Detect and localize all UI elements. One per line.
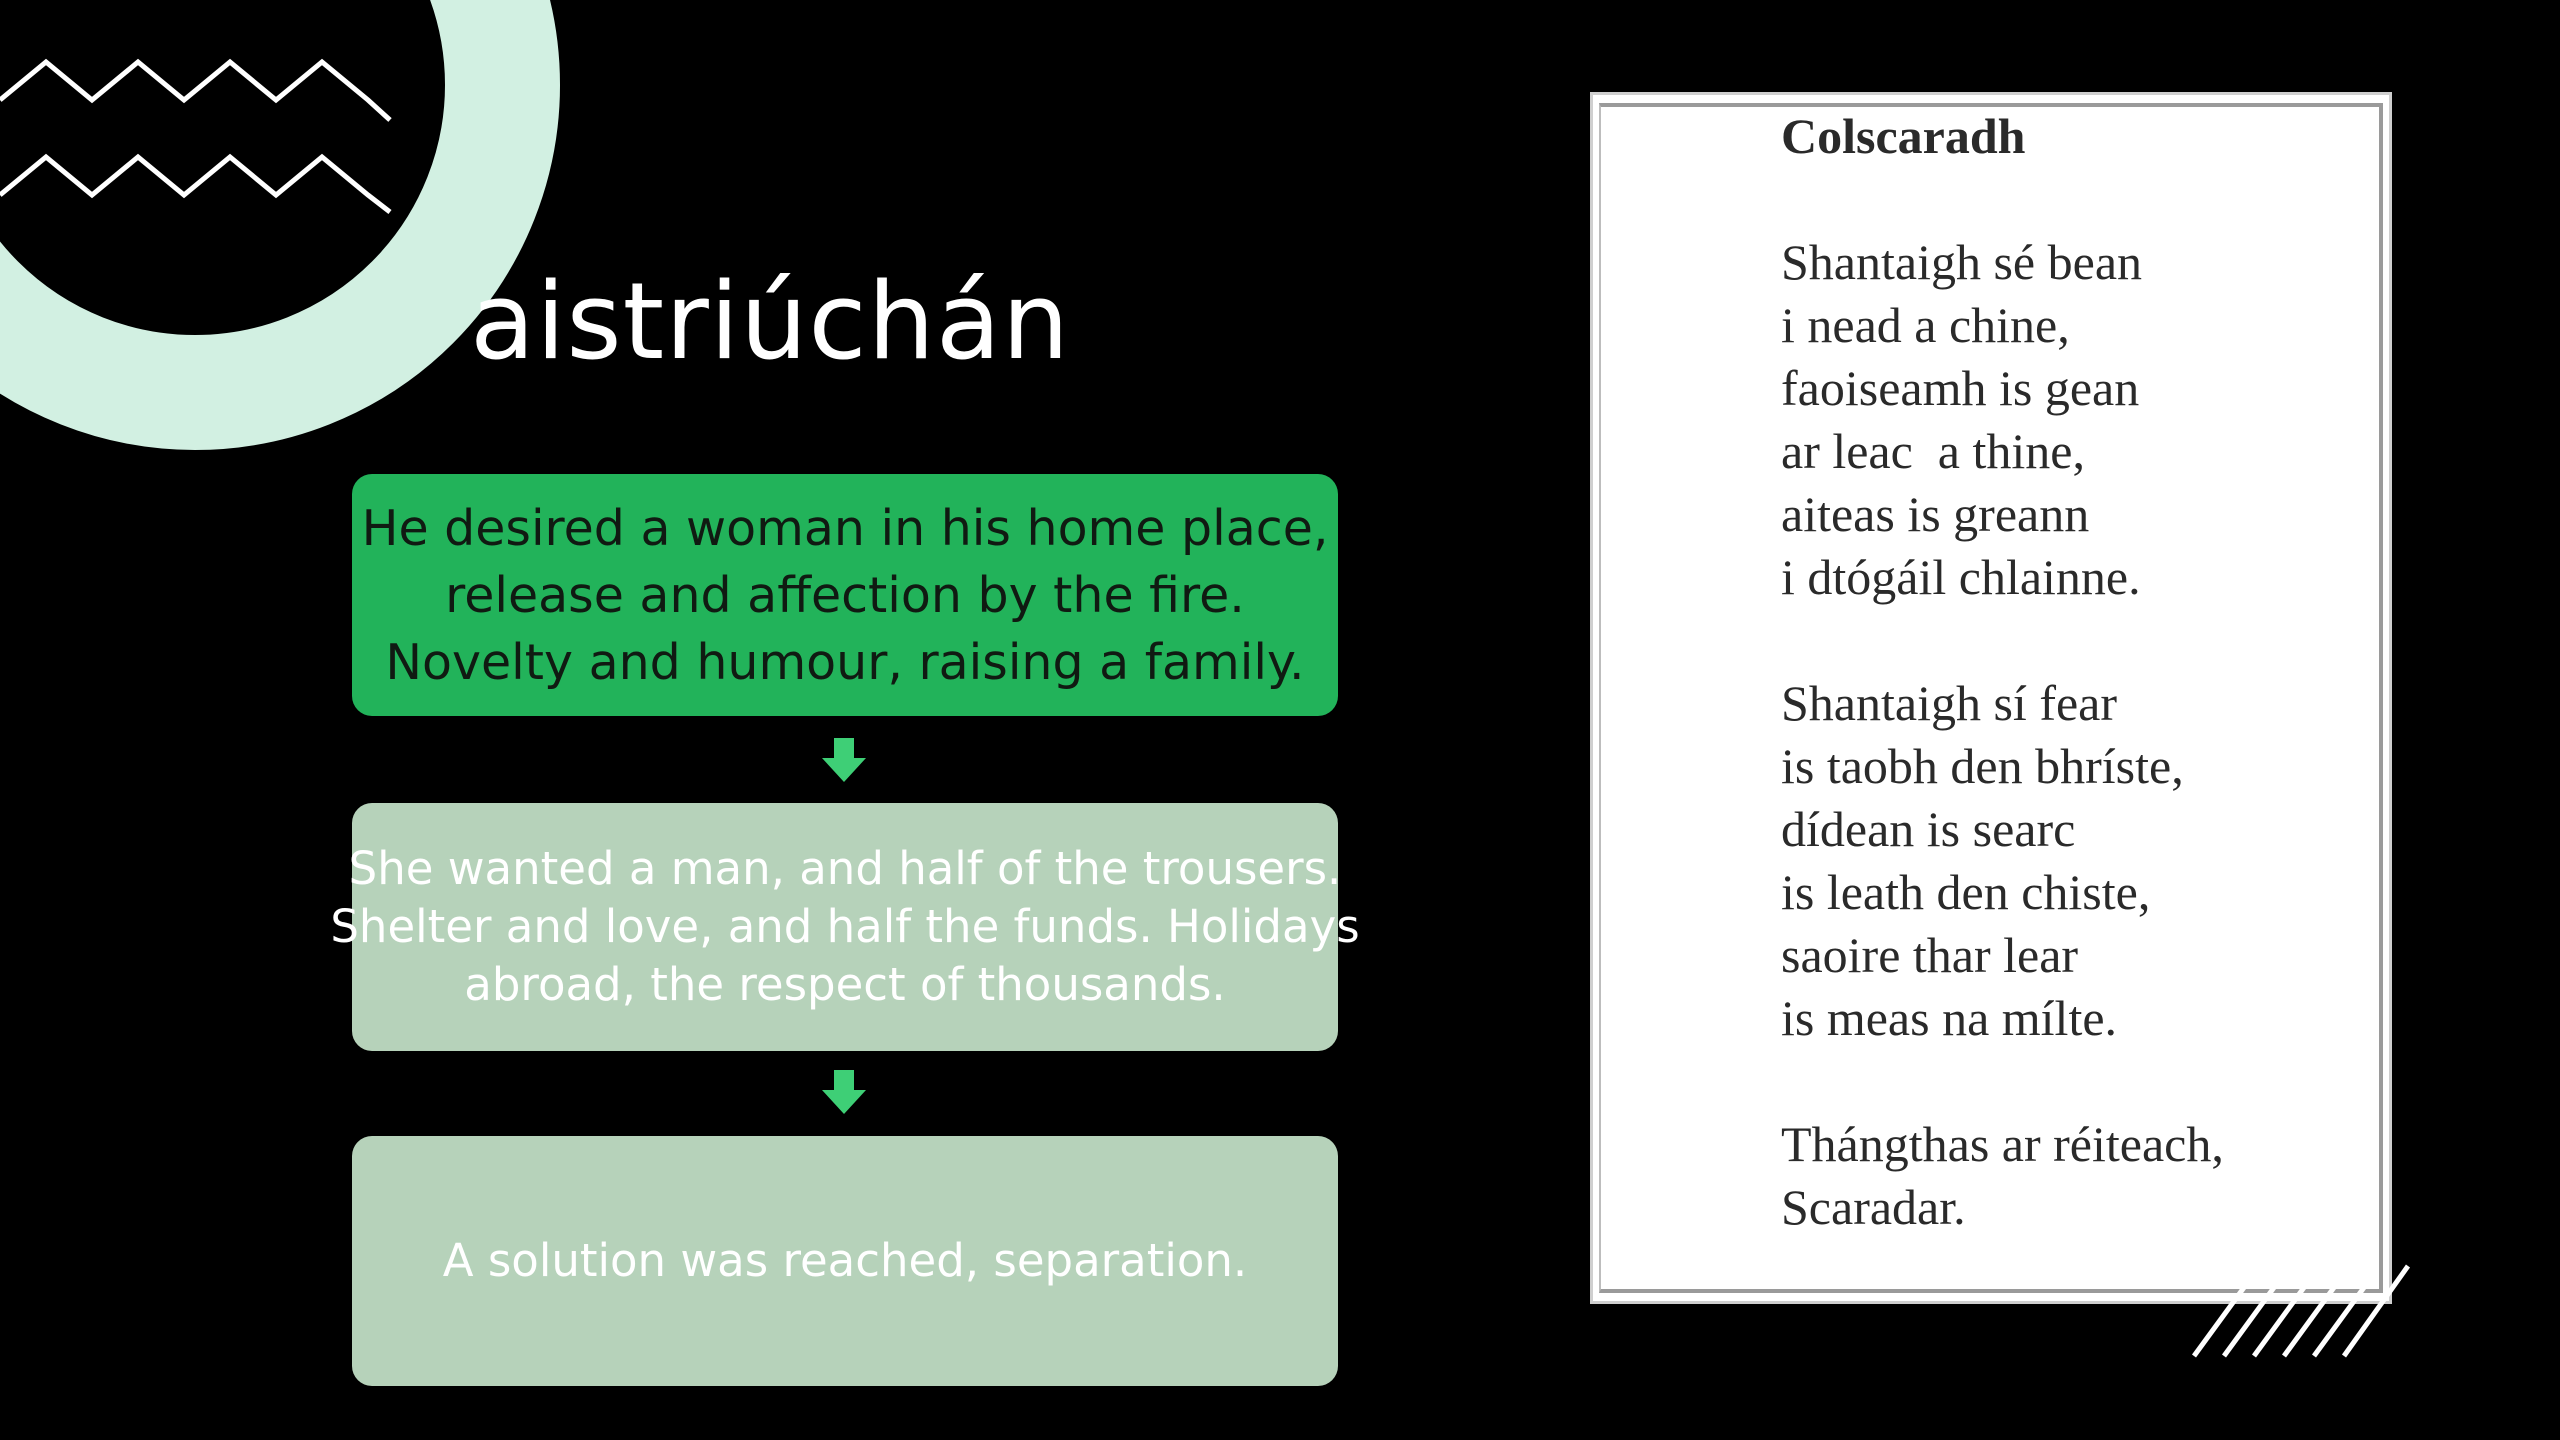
flow-box-2-text xyxy=(330,840,1359,1014)
poem-line: aiteas is greann xyxy=(1781,486,2090,542)
poem-line: is meas na mílte. xyxy=(1781,990,2118,1046)
flow-box-1-text xyxy=(362,495,1329,696)
poem-line: ar leac a thine, xyxy=(1781,423,2085,479)
flow-box-1 xyxy=(352,474,1338,716)
flow-box-3-text xyxy=(443,1232,1247,1290)
flow-box-1-line: release and affection by the fire. xyxy=(445,566,1245,624)
poem-line: Shantaigh sí fear xyxy=(1781,675,2118,731)
flow-box-1-line: Novelty and humour, raising a family. xyxy=(385,633,1305,691)
poem-line: i dtógáil chlainne. xyxy=(1781,549,2141,605)
poem-stanza-2 xyxy=(1781,672,2224,1050)
poem-line: Scaradar. xyxy=(1781,1179,1966,1235)
flow-box-2 xyxy=(330,803,1360,1051)
flow-box-1-line: He desired a woman in his home place, xyxy=(361,499,1329,557)
poem-title: Colscaradh xyxy=(1781,108,2026,164)
poem-line: is leath den chiste, xyxy=(1781,864,2151,920)
flow-box-3-line: A solution was reached, separation. xyxy=(442,1234,1248,1287)
down-arrow-icon xyxy=(822,738,866,782)
poem-line: dídean is searc xyxy=(1781,801,2076,857)
hatch-lines-decoration xyxy=(2186,1252,2416,1362)
flow-box-2-line: abroad, the respect of thousands. xyxy=(464,958,1226,1011)
slide-title: aistriúchán xyxy=(470,260,1071,383)
poem-line: Thángthas ar réiteach, xyxy=(1781,1116,2224,1172)
poem-line: faoiseamh is gean xyxy=(1781,360,2140,416)
poem-stanza-1 xyxy=(1781,231,2224,609)
flow-box-3 xyxy=(352,1136,1338,1386)
poem-line: i nead a chine, xyxy=(1781,297,2070,353)
poem-text xyxy=(1781,105,2224,1239)
flow-box-2-line: She wanted a man, and half of the trousers. xyxy=(348,842,1342,895)
poem-line: is taobh den bhríste, xyxy=(1781,738,2184,794)
poem-image xyxy=(1590,92,2392,1304)
poem-line: saoire thar lear xyxy=(1781,927,2079,983)
down-arrow-icon xyxy=(822,1070,866,1114)
zigzag-decoration xyxy=(0,40,400,220)
poem-line: Shantaigh sé bean xyxy=(1781,234,2143,290)
flow-box-2-line: Shelter and love, and half the funds. Holidays xyxy=(330,900,1360,953)
poem-stanza-3 xyxy=(1781,1113,2224,1239)
